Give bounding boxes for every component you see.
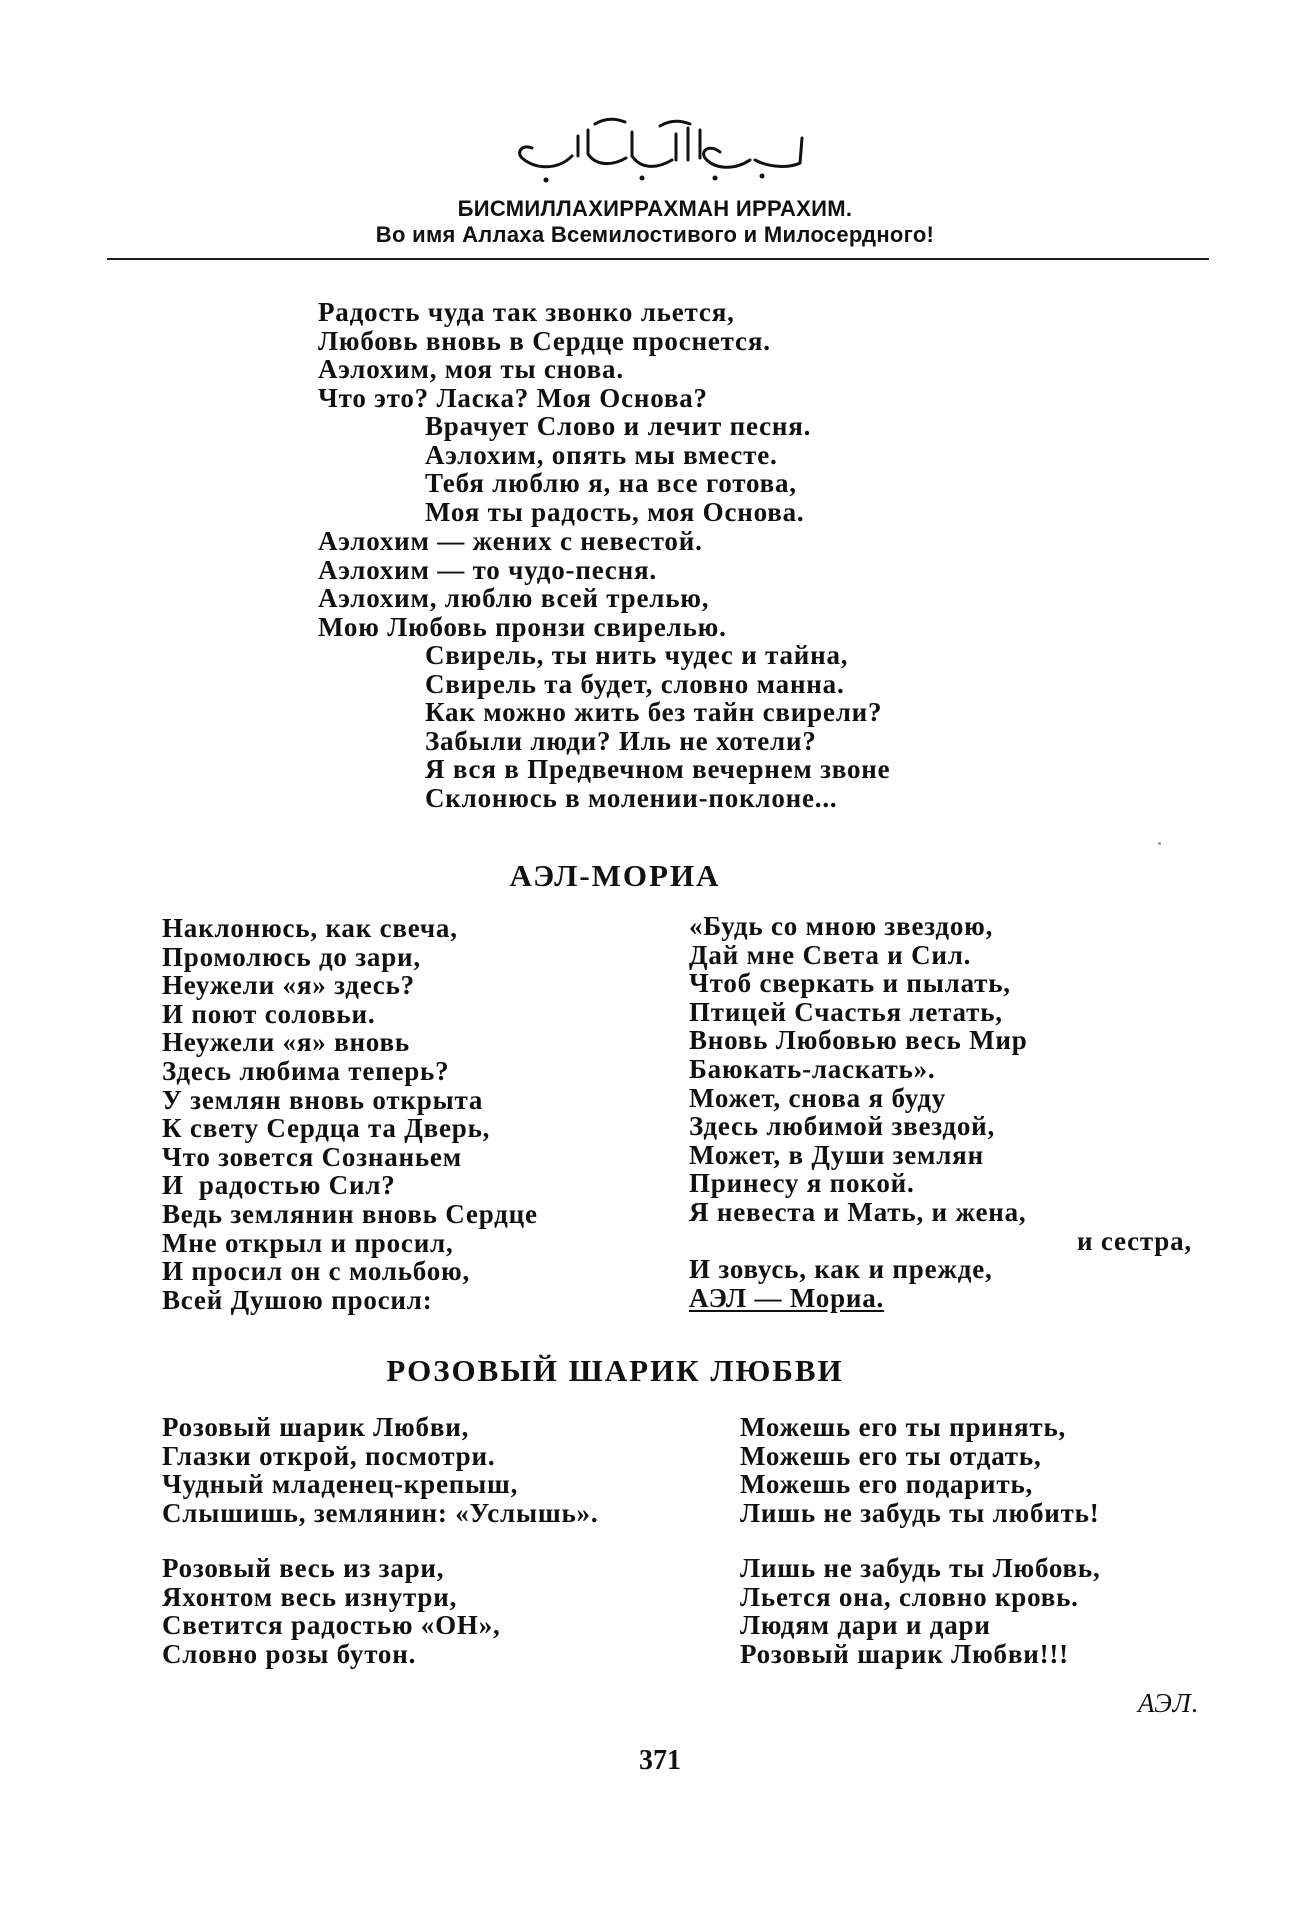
- poem-line: Неужели «я» здесь?: [162, 970, 415, 1001]
- poem-line: Что это? Ласка? Моя Основа?: [318, 382, 708, 413]
- poem-line: Розовый весь из зари,: [162, 1553, 445, 1583]
- poem-line: Словно розы бутон.: [162, 1638, 417, 1669]
- poem-line: Тебя люблю я, на все готова,: [425, 468, 797, 499]
- poem-line: Аэлохим — жених с невестой.: [318, 526, 703, 556]
- poem-line: Ведь землянин вновь Сердце: [162, 1198, 538, 1229]
- poem-line: Чтоб сверкать и пылать,: [689, 968, 1011, 999]
- poem-line-continuation: и сестра,: [1077, 1225, 1192, 1256]
- poem-line: Принесу я покой.: [689, 1168, 915, 1199]
- poem-line: Людям дари и дари: [740, 1610, 991, 1641]
- poem-line: Дай мне Света и Сил.: [689, 939, 972, 970]
- poem-line: Всей Душою просил:: [162, 1284, 433, 1315]
- poem-line: Свирель та будет, словно манна.: [425, 668, 845, 699]
- poem-line: Глазки открой, посмотри.: [162, 1440, 496, 1471]
- poem-line: Лишь не забудь ты любить!: [740, 1497, 1100, 1528]
- poem-line: Можешь его подарить,: [740, 1469, 1034, 1500]
- poem-line: Я невеста и Мать, и жена,: [689, 1196, 1027, 1227]
- poem-line: Мне открыл и просил,: [162, 1227, 454, 1258]
- poem3-title: РОЗОВЫЙ ШАРИК ЛЮБВИ: [386, 1353, 844, 1388]
- poem-line: Склонюсь в молении-поклоне...: [425, 782, 838, 813]
- poem-line: К свету Сердца та Дверь,: [162, 1113, 491, 1144]
- poem1-stanza-d: [425, 641, 890, 813]
- bismillah-calligraphy-icon: [500, 108, 820, 188]
- poem-line: И радостью Сил?: [162, 1170, 396, 1201]
- poem-line: Наклонюсь, как свеча,: [162, 913, 458, 943]
- header-transliteration: БИСМИЛЛАХИРРАХМАН ИРРАХИМ.: [457, 196, 853, 221]
- poem-line: Промолюсь до зари,: [162, 941, 421, 972]
- poem-line: Что зовется Сознаньем: [162, 1141, 462, 1172]
- poem-line: Может, снова я буду: [689, 1082, 947, 1113]
- poem-line: Может, в Души землян: [689, 1139, 984, 1170]
- poem-line: Как можно жить без тайн свирели?: [425, 697, 883, 728]
- poem1-stanza-b: [425, 412, 811, 526]
- poem-line: «Будь со мною звездою,: [689, 911, 994, 941]
- header-divider: [107, 258, 1209, 260]
- poem-line: Чудный младенец-крепыш,: [162, 1469, 519, 1500]
- poem2-right-column: [689, 912, 1192, 1312]
- header-translation: Во имя Аллаха Всемилостивого и Милосердного!: [375, 222, 935, 247]
- poem-line: И просил он с мольбою,: [162, 1256, 471, 1287]
- poem3-right-stanza-1: [740, 1413, 1100, 1527]
- poem-line: Аэлохим, моя ты снова.: [318, 354, 624, 385]
- poem1-stanza-a: [318, 298, 771, 412]
- poem-line-closing: АЭЛ — Мориа.: [689, 1282, 885, 1313]
- poem-line: Моя ты радость, моя Основа.: [425, 496, 805, 527]
- print-speck: [1158, 842, 1161, 845]
- poem-line: Мою Любовь пронзи свирелью.: [318, 611, 727, 642]
- poem-line: Птицей Счастья летать,: [689, 996, 1003, 1027]
- poem2-left-column: [162, 914, 538, 1314]
- calligraphy-svg: [500, 108, 820, 188]
- poem-line: Аэлохим, опять мы вместе.: [425, 439, 778, 470]
- poem-line: Здесь любимой звездой,: [689, 1111, 996, 1142]
- poem-line: Можешь его ты отдать,: [740, 1440, 1042, 1471]
- poem-line: И зовусь, как и прежде,: [689, 1254, 993, 1285]
- poem-line: И поют соловьи.: [162, 998, 376, 1029]
- poem-line: Лишь не забудь ты Любовь,: [740, 1553, 1101, 1583]
- poem-line: Свирель, ты нить чудес и тайна,: [425, 640, 849, 670]
- poem3-left-stanza-1: [162, 1413, 598, 1527]
- poem3-left-stanza-2: [162, 1554, 501, 1668]
- page-number: 371: [639, 1745, 681, 1776]
- poem-line: Врачует Слово и лечит песня.: [425, 411, 812, 441]
- poem1-stanza-c: [318, 527, 727, 641]
- poem-line: Можешь его ты принять,: [740, 1412, 1067, 1442]
- poem3-right-stanza-2: [740, 1554, 1101, 1668]
- poem-line: Слышишь, землянин: «Услышь».: [162, 1497, 599, 1528]
- poem-line: Аэлохим, люблю всей трелью,: [318, 583, 710, 614]
- poem-line: У землян вновь открыта: [162, 1084, 484, 1115]
- poem-line: Розовый шарик Любви!!!: [740, 1638, 1069, 1669]
- poem-line: Здесь любима теперь?: [162, 1055, 450, 1086]
- poem-line: Неужели «я» вновь: [162, 1027, 410, 1058]
- author-signature: АЭЛ.: [1138, 1688, 1200, 1718]
- poem-line: Аэлохим — то чудо-песня.: [318, 554, 657, 585]
- poem-line: Я вся в Предвечном вечернем звоне: [425, 754, 891, 785]
- poem-line: Забыли люди? Иль не хотели?: [425, 725, 817, 756]
- poem-line: Яхонтом весь изнутри,: [162, 1581, 458, 1612]
- poem-line: Любовь вновь в Сердце проснется.: [318, 325, 771, 356]
- poem2-title: АЭЛ-МОРИА: [509, 858, 721, 893]
- poem-line: Баюкать-ласкать».: [689, 1053, 936, 1084]
- poem-line: Радость чуда так звонко льется,: [318, 297, 735, 327]
- poem-line: Льется она, словно кровь.: [740, 1581, 1079, 1612]
- poem-line: Вновь Любовью весь Мир: [689, 1025, 1028, 1056]
- poem-line: Розовый шарик Любви,: [162, 1412, 470, 1442]
- poem-line: Светится радостью «ОН»,: [162, 1610, 501, 1641]
